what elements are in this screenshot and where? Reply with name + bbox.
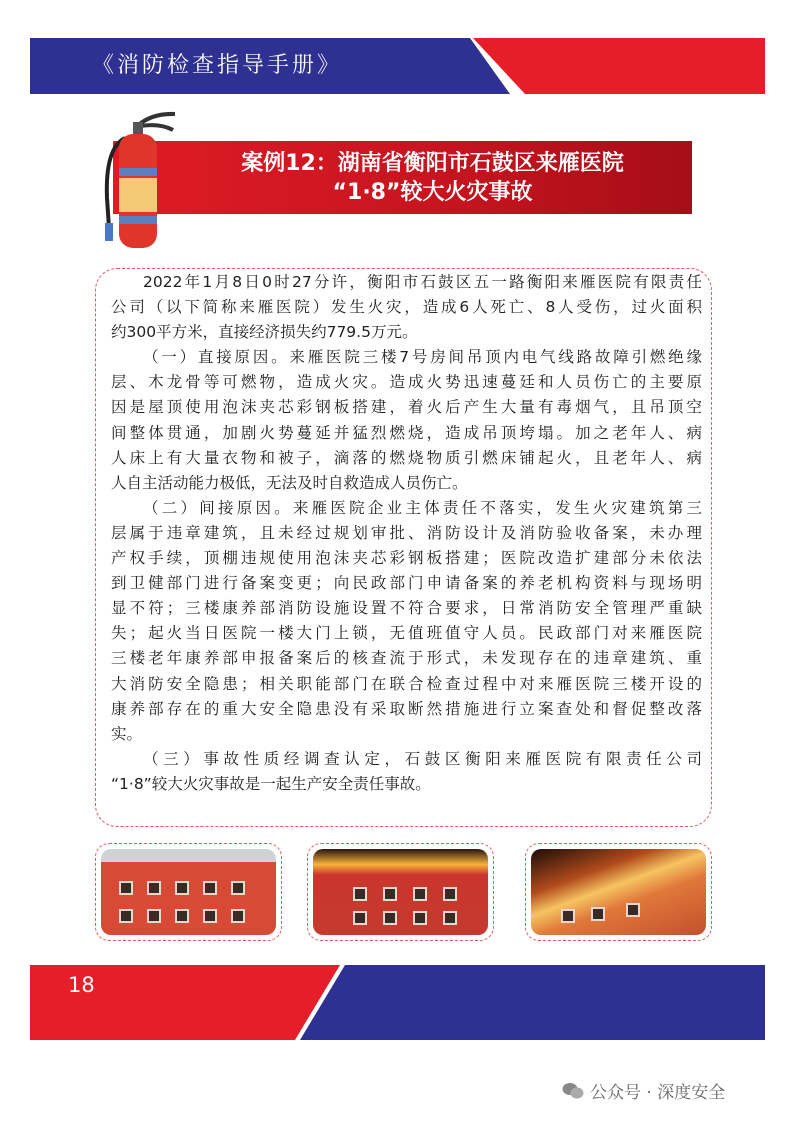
watermark <box>562 1078 725 1103</box>
window <box>231 881 245 895</box>
window <box>413 887 427 901</box>
photo-fire-roof <box>313 849 488 935</box>
photo-frame <box>525 843 712 941</box>
text-line: （二）间接原因。来雁医院企业主体责任不落实，发生火灾建筑第三 <box>143 498 702 517</box>
text-line: 到卫健部门进行备案变更；向民政部门申请备案的养老机构资料与现场明 <box>111 574 702 593</box>
window <box>383 911 397 925</box>
window <box>443 911 457 925</box>
window <box>175 881 189 895</box>
window <box>443 887 457 901</box>
text-line: 约300平方米，直接经济损失约779.5万元。 <box>111 323 418 342</box>
text-line: 显不符；三楼康养部消防设施设置不符合要求，日常消防安全管理严重缺 <box>111 599 702 618</box>
fire-extinguisher-icon <box>95 108 185 250</box>
window <box>203 909 217 923</box>
text-line: 因是屋顶使用泡沫夹芯彩钢板搭建，着火后产生大量有毒烟气，且吊顶空 <box>111 398 702 417</box>
window <box>147 881 161 895</box>
window <box>353 887 367 901</box>
window <box>626 903 640 917</box>
wechat-icon <box>562 1082 584 1100</box>
text-line: 层属于违章建筑，且未经过规划审批、消防设计及消防验收备案，未办理 <box>111 523 702 542</box>
photo-hospital-building <box>101 849 276 935</box>
window <box>231 909 245 923</box>
header-band-red <box>473 38 765 94</box>
footer-band-blue <box>300 965 765 1040</box>
photo-fire-night <box>531 849 706 935</box>
window <box>119 881 133 895</box>
text-line: （三）事故性质经调查认定，石鼓区衡阳来雁医院有限责任公司 <box>143 749 702 768</box>
text-line: 三楼老年康养部申报备案后的核查流于形式，未发现存在的违章建筑、重 <box>111 649 702 668</box>
text-line: 实。 <box>111 724 143 743</box>
window <box>175 909 189 923</box>
photo-frame <box>95 843 282 941</box>
page-number: 18 <box>68 973 95 997</box>
text-line: 层、木龙骨等可燃物，造成火灾。造成火势迅速蔓廷和人员伤亡的主要原 <box>111 373 702 392</box>
case-title-banner <box>113 141 692 214</box>
window <box>561 909 575 923</box>
window <box>413 911 427 925</box>
text-line: 大消防安全隐患；相关职能部门在联合检查过程中对来雁医院三楼开设的 <box>111 674 702 693</box>
window <box>119 909 133 923</box>
text-line: （一）直接原因。来雁医院三楼7号房间吊顶内电气线路故障引燃绝缘 <box>143 348 702 367</box>
text-line: 公司（以下简称来雁医院）发生火灾，造成6人死亡、8人受伤，过火面积 <box>111 298 702 317</box>
text-line: 间整体贯通，加剧火势蔓延并猛烈燃烧，造成吊顶垮塌。加之老年人、病 <box>111 423 702 442</box>
window <box>203 881 217 895</box>
watermark-text: 公众号 · 深度安全 <box>590 1083 726 1103</box>
text-line: 产权手续，顶棚违规使用泡沫夹芯彩钢板搭建；医院改造扩建部分未依法 <box>111 549 702 568</box>
text-line: 失；起火当日医院一楼大门上锁，无值班值守人员。民政部门对来雁医院 <box>111 624 702 643</box>
photo-frame <box>307 843 494 941</box>
window <box>147 909 161 923</box>
text-line: 人床上有大量衣物和被子，滴落的燃烧物质引燃床铺起火，且老年人、病 <box>111 448 702 467</box>
window <box>353 911 367 925</box>
text-line: “1·8”较大火灾事故是一起生产安全责任事故。 <box>111 774 431 793</box>
case-title-line1: 案例12：湖南省衡阳市石鼓区来雁医院 <box>241 151 624 176</box>
book-title: 《消防检查指导手册》 <box>92 53 343 78</box>
window <box>383 887 397 901</box>
window <box>591 907 605 921</box>
case-body-text <box>111 270 702 797</box>
text-line: 人自主活动能力极低，无法及时自救造成人员伤亡。 <box>111 473 468 492</box>
case-title-line2: “1·8”较大火灾事故 <box>332 180 533 205</box>
text-line: 康养部存在的重大安全隐患没有采取断然措施进行立案查处和督促整改落 <box>111 699 702 718</box>
text-line: 2022年1月8日0时27分许，衡阳市石鼓区五一路衡阳来雁医院有限责任 <box>143 273 702 291</box>
